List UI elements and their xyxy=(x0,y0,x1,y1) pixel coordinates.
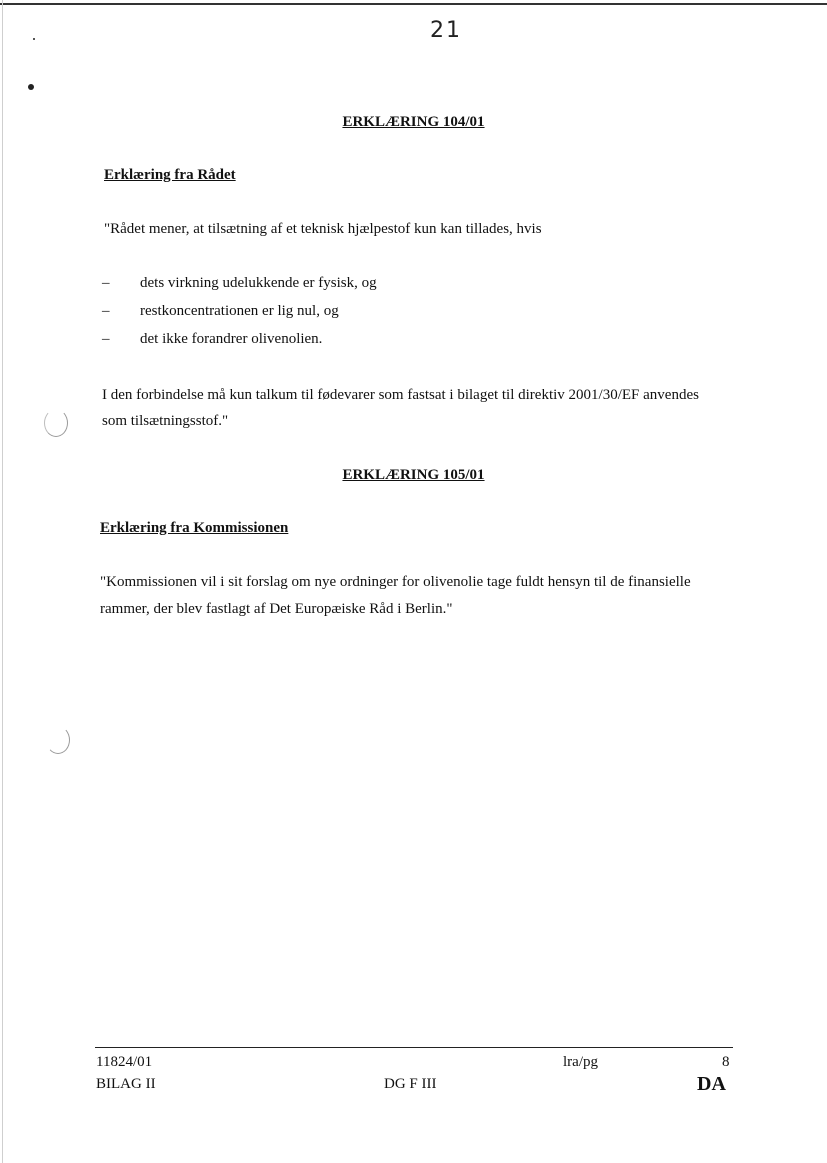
handwritten-page-mark: 21 xyxy=(430,18,462,43)
footer-initials: lra/pg xyxy=(563,1054,598,1070)
declaration-104-closing-line1: I den forbindelse må kun talkum til fødevarer som fastsat i bilaget til direktiv 2001/30/EF anvendes xyxy=(102,387,699,403)
declaration-105-line2: rammer, der blev fastlagt af Det Europæiske Råd i Berlin." xyxy=(100,601,453,617)
scan-speck xyxy=(33,38,35,40)
declaration-105-subtitle: Erklæring fra Kommissionen xyxy=(100,520,289,536)
bullet-text: det ikke forandrer olivenolien. xyxy=(140,331,323,347)
bullet-dash: – xyxy=(102,275,110,291)
footer-doc-number: 11824/01 xyxy=(96,1054,153,1070)
left-scan-edge xyxy=(2,0,3,1163)
footer-language-code: DA xyxy=(697,1073,726,1095)
punch-hole-lower xyxy=(46,726,70,754)
punch-hole-upper xyxy=(44,409,68,437)
top-border-line xyxy=(0,3,827,5)
footer-page-number: 8 xyxy=(722,1054,730,1070)
footer-divider xyxy=(95,1047,733,1048)
declaration-105-line1: "Kommissionen vil i sit forslag om nye ordninger for olivenolie tage fuldt hensyn til de finansielle xyxy=(100,574,691,590)
declaration-105-title: ERKLÆRING 105/01 xyxy=(342,467,485,483)
declaration-104-title: ERKLÆRING 104/01 xyxy=(342,114,485,130)
footer-dg: DG F III xyxy=(384,1076,437,1092)
bullet-text: dets virkning udelukkende er fysisk, og xyxy=(140,275,377,291)
bullet-dash: – xyxy=(102,331,110,347)
declaration-104-intro: "Rådet mener, at tilsætning af et teknisk hjælpestof kun kan tillades, hvis xyxy=(104,221,542,237)
bullet-text: restkoncentrationen er lig nul, og xyxy=(140,303,339,319)
scan-dot-mark xyxy=(28,84,34,90)
bullet-dash: – xyxy=(102,303,110,319)
declaration-104-closing-line2: som tilsætningsstof." xyxy=(102,413,229,429)
footer-annex: BILAG II xyxy=(96,1076,156,1092)
declaration-104-subtitle: Erklæring fra Rådet xyxy=(104,167,236,183)
